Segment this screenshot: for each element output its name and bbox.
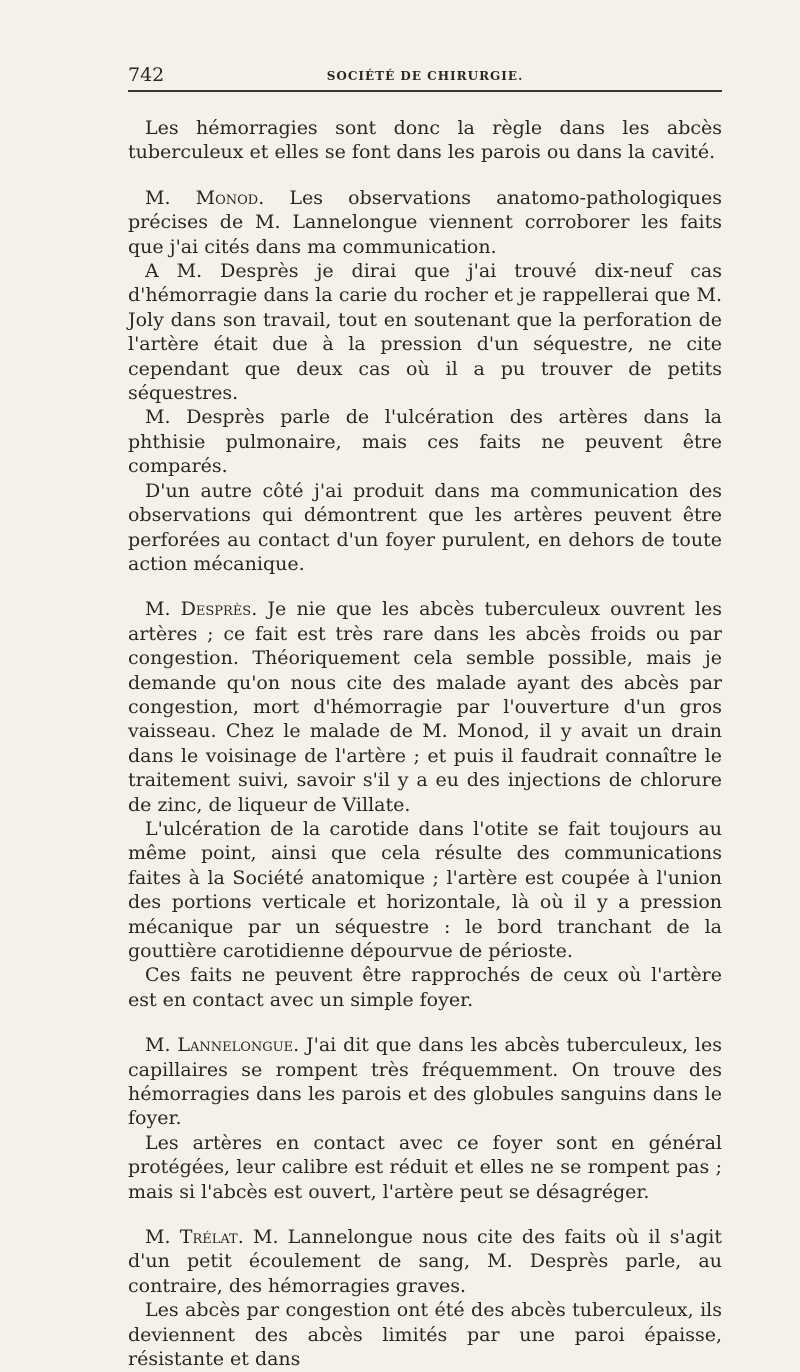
paragraph: M. Trélat. M. Lannelongue nous cite des faits où il s'agit d'un petit écoulement de sang, M. Desprès parle, au contraire, des hémorragies graves. <box>128 1226 722 1297</box>
running-head: SOCIÉTÉ DE CHIRURGIE. <box>326 69 524 83</box>
speaker-name: Lannelongue. <box>177 1034 300 1057</box>
paragraph: Les hémorragies sont donc la règle dans les abcès tuberculeux et elles se font dans les parois ou dans la cavité. <box>128 117 722 164</box>
speaker-name: Monod. <box>195 186 265 209</box>
page-header <box>128 64 722 92</box>
page-body <box>128 116 722 1372</box>
paragraph: Les abcès par congestion ont été des abcès tuberculeux, ils deviennent des abcès limités par une paroi épaisse, résistante et dans <box>128 1299 722 1371</box>
paragraph: M. Monod. Les observations anatomo-pathologiques précises de M. Lannelongue viennent corroborer les faits que j'ai cités dans ma communication. <box>128 186 722 258</box>
speaker-name: Trélat. <box>179 1226 244 1249</box>
paragraph: D'un autre côté j'ai produit dans ma communication des observations qui démontrent que les artères peuvent être perforées au contact d'un foyer purulent, en dehors de toute action mécanique. <box>128 479 722 575</box>
page-number: 742 <box>128 64 165 86</box>
paragraph: M. Lannelongue. J'ai dit que dans les abcès tuberculeux, les capillaires se rompent très fréquemment. On trouve des hémorragies dans les parois et des globules sanguins dans le foyer. <box>128 1034 722 1130</box>
paragraph: Les artères en contact avec ce foyer sont en général protégées, leur calibre est réduit et elles ne se rompent pas ; mais si l'abcès est ouvert, l'artère peut se désagréger. <box>128 1131 722 1203</box>
paragraph: Ces faits ne peuvent être rapprochés de ceux où l'artère est en contact avec un simple foyer. <box>128 964 722 1011</box>
paragraph: M. Desprès parle de l'ulcération des artères dans la phthisie pulmonaire, mais ces faits ne peuvent être comparés. <box>128 406 722 478</box>
paragraph: L'ulcération de la carotide dans l'otite se fait toujours au même point, ainsi que cela résulte des communications faites à la Société anatomique ; l'artère est coupée à l'union des portions verticale et horizontale, là où il y a pression mécanique par un séquestre : le bord tranchant de la gouttière carotidienne dépourvue de périoste. <box>128 817 722 962</box>
paragraph: M. Desprès. Je nie que les abcès tuberculeux ouvrent les artères ; ce fait est très rare dans les abcès froids ou par congestion. Théoriquement cela semble possible, mais je demande qu'on nous cite des malade ayant des abcès par congestion, mort d'hémorragie par l'ouverture d'un gros vaisseau. Chez le malade de M. Monod, il y avait un drain dans le voisinage de l'artère ; et puis il faudrait connaître le traitement suivi, savoir s'il y a eu des injections de chlorure de zinc, de liqueur de Villate. <box>128 598 722 816</box>
paragraph: A M. Desprès je dirai que j'ai trouvé dix-neuf cas d'hémorragie dans la carie du rocher et je rappellerai que M. Joly dans son travail, tout en soutenant que la perforation de l'artère était due à la pression d'un séquestre, ne cite cependant que deux cas où il a pu trouver de petits séquestres. <box>128 260 722 405</box>
speaker-name: Desprès. <box>180 598 258 621</box>
